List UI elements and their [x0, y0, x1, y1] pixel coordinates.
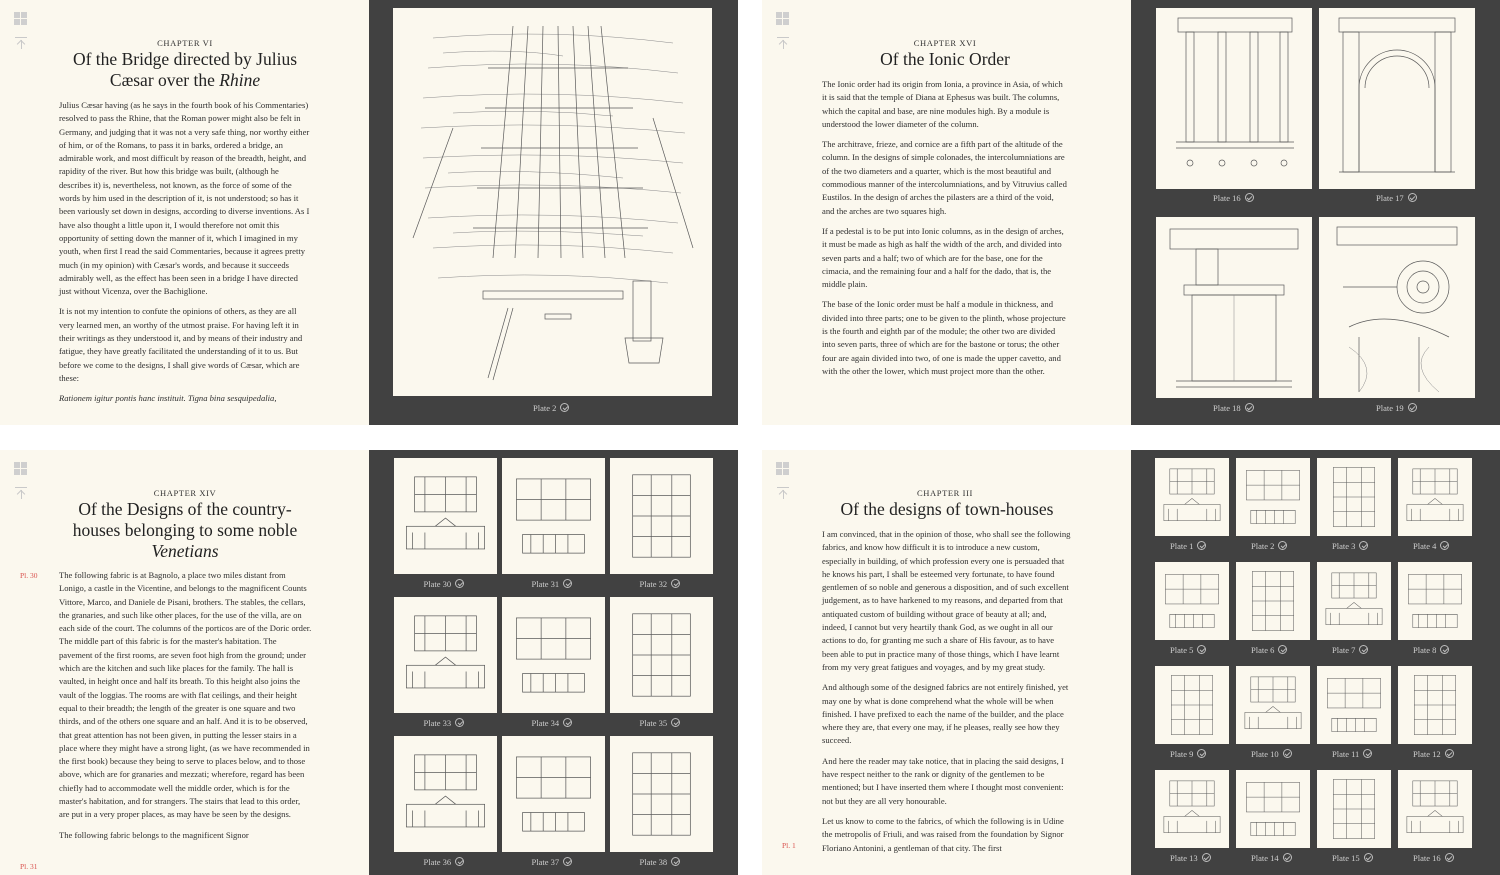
text-column: [0, 450, 369, 875]
plate-thumbnail[interactable]: [1236, 562, 1310, 640]
plate-thumbnail[interactable]: [1317, 666, 1391, 744]
download-icon[interactable]: [1359, 541, 1368, 550]
chapter-label: CHAPTER XIV: [153, 488, 217, 498]
plate-thumbnail[interactable]: [1155, 562, 1229, 640]
download-icon[interactable]: [1359, 645, 1368, 654]
plate-caption[interactable]: Plate 3: [1332, 541, 1368, 551]
arch-drawing: [1319, 8, 1475, 189]
chapter-body: [59, 99, 312, 413]
plate-caption[interactable]: Plate 8: [1413, 645, 1449, 655]
reader-panel-bridge: [0, 0, 738, 425]
plate-caption[interactable]: Plate 1: [1170, 541, 1206, 551]
chapter-title: Of the Designs of the country- houses belonging to some noble Venetians: [72, 499, 298, 561]
plate-caption[interactable]: Plate 7: [1332, 645, 1368, 655]
plate-thumbnail[interactable]: [1319, 8, 1475, 189]
chapter-body: [59, 569, 312, 849]
download-icon[interactable]: [1283, 853, 1292, 862]
download-icon[interactable]: [1278, 645, 1287, 654]
plate-caption[interactable]: Plate 11: [1332, 749, 1372, 759]
plate-thumbnail[interactable]: [1398, 562, 1472, 640]
plate-caption[interactable]: Plate 2: [533, 403, 569, 413]
plate-drawing: [610, 597, 713, 713]
chapter-title: Of the Bridge directed by Julius Cæsar over the Rhine: [72, 49, 298, 90]
plate-drawing: [1398, 458, 1472, 536]
download-icon[interactable]: [1278, 541, 1287, 550]
plate-drawing: [502, 458, 605, 574]
download-icon[interactable]: [1440, 645, 1449, 654]
grid-icon[interactable]: [776, 12, 789, 25]
plate-drawing: [1236, 562, 1310, 640]
grid-icon[interactable]: [776, 462, 789, 475]
plate-caption[interactable]: Plate 34: [532, 718, 573, 728]
download-icon[interactable]: [1202, 853, 1211, 862]
grid-icon[interactable]: [14, 462, 27, 475]
plate-thumbnail[interactable]: [394, 736, 497, 852]
download-icon[interactable]: [1440, 541, 1449, 550]
grid-icon[interactable]: [14, 12, 27, 25]
plate-caption[interactable]: Plate 15: [1332, 853, 1373, 863]
download-icon[interactable]: [563, 857, 572, 866]
download-icon[interactable]: [1197, 749, 1206, 758]
paragraph: I am convinced, that in the opinion of those, who shall see the following fabrics, and know how difficult it is to introduce a new custom, especially in building, of which profession every one is persuaded that he knows his part, I shall be esteemed very fortunate, to have found gentlemen of so noble and generous a disposition, and of such excellent judgement, as to have harkened to my reasons, and departed from that antiquated custom of building without grace of beauty at all; and, indeed, I cannot but very heartily thank God, as we ought in all our actions to do, for granting me such a share of His favour, as to have been able to put in practice many of those things, which I have learnt from my very great fatigues and voyages, and by my great study.: [822, 529, 1071, 672]
download-icon[interactable]: [455, 718, 464, 727]
plate-drawing: [502, 736, 605, 852]
plate-drawing: [394, 458, 497, 574]
margin-note-plate[interactable]: Pl. 30: [20, 571, 38, 580]
plate-thumbnail[interactable]: [502, 736, 605, 852]
paragraph: If a pedestal is to be put into Ionic columns, as in the design of arches, it must be made as high as half the width of the arch, and divided into seven parts and a half; two of which are for the base, one for the cimacia, and the remaining four and a half for the dado, that is, the middle plain.: [822, 225, 1064, 290]
download-icon[interactable]: [1197, 541, 1206, 550]
plate-caption[interactable]: Plate 38: [640, 857, 681, 867]
download-icon[interactable]: [1364, 853, 1373, 862]
plate-thumbnail[interactable]: [1236, 666, 1310, 744]
paragraph: Julius Cæsar having (as he says in the fourth book of his Commentaries) resolved to pass the Rhine, that the Roman power might also be felt in Germany, and judging that it was not a very safe thing, nor worthy either of him, or of the Romans, to pass it in barks, ordered a bridge, an admirable work, and most difficult by reason of the breadth, height, and rapidity of the river. But how this bridge was built, (although he describes it) is, nevertheless, not known, as the force of some of the words by him used in the description of it, is not understood; so has it been variously set down in designs, according to diverse inventions. As I have also thought a little upon it, I would therefore not omit this opportunity of setting down the manner of it, which I imagined in my youth, when first I read the said Commentaries, because it agrees pretty much (in my opinion) with Cæsar's words, and because it succeeds admirably well, as the effect has been seen in a bridge I have directed just without Vicenza, over the Bachiglione.: [59, 100, 310, 297]
pedestal-drawing: [1156, 217, 1312, 398]
plate-drawing: [1317, 770, 1391, 848]
plate-thumbnail[interactable]: [1236, 770, 1310, 848]
plate-drawing: [1236, 770, 1310, 848]
chapter-body: [822, 78, 1067, 385]
back-to-top-icon[interactable]: [15, 37, 27, 49]
paragraph: The Ionic order had its origin from Ionia, a province in Asia, of which it is said that the temple of Diana at Ephesus was built. The columns, which the capital and base, are nine modules high. By a module is understood the lower diameter of the column.: [822, 79, 1063, 129]
download-icon[interactable]: [1197, 645, 1206, 654]
plate-caption[interactable]: Plate 35: [640, 718, 681, 728]
download-icon[interactable]: [563, 718, 572, 727]
plate-thumbnail[interactable]: [1156, 8, 1312, 189]
plate-thumbnail[interactable]: [1155, 770, 1229, 848]
plate-thumbnail[interactable]: [502, 597, 605, 713]
plate-caption[interactable]: Plate 32: [640, 579, 681, 589]
plate-thumbnail[interactable]: [1398, 458, 1472, 536]
plate-caption[interactable]: Plate 13: [1170, 853, 1211, 863]
plate-caption[interactable]: Plate 37: [532, 857, 573, 867]
download-icon[interactable]: [671, 718, 680, 727]
reader-panel-town-houses: [762, 450, 1500, 875]
reader-panel-country-houses: [0, 450, 738, 875]
plate-caption[interactable]: Plate 4: [1413, 541, 1449, 551]
plate-thumbnail[interactable]: [1317, 458, 1391, 536]
plate-caption[interactable]: Plate 17: [1376, 193, 1417, 203]
plate-thumbnail[interactable]: [502, 458, 605, 574]
plate-caption[interactable]: Plate 19: [1376, 403, 1417, 413]
plate-drawing: [1398, 666, 1472, 744]
plate-thumbnail[interactable]: [394, 458, 497, 574]
margin-note-plate[interactable]: Pl. 1: [782, 841, 796, 850]
download-icon[interactable]: [1445, 749, 1454, 758]
paragraph: And although some of the designed fabrics are not entirely finished, yet may one by what is done comprehend what the whole will be when finished. I have prefixed to each the name of the builder, and the place where they are, that every one may, if he pleases, really see how they succeed.: [822, 682, 1069, 746]
plate-thumbnail[interactable]: [1236, 458, 1310, 536]
paragraph: Rationem igitur pontis hanc instituit. Tigna bina sesquipedalia,: [59, 393, 277, 404]
plate-caption[interactable]: Plate 16: [1413, 853, 1454, 863]
plate-drawing: [1236, 458, 1310, 536]
plate-drawing: [610, 736, 713, 852]
chapter-label: CHAPTER VI: [157, 38, 213, 48]
plate-caption[interactable]: Plate 18: [1213, 403, 1254, 413]
chapter-title: Of the designs of town-houses: [840, 499, 1054, 519]
plate-drawing: [1155, 770, 1229, 848]
text-column: [762, 450, 1131, 875]
plates-column: [369, 0, 738, 425]
paragraph: The following fabric is at Bagnolo, a place two miles distant from Lonigo, a castle in the Vicentine, and belongs to the magnificent Counts Vittore, Marco, and Daniele de Pisani, brothers. The stables, the cellars, the granaries, and such like other places, for the use of the villa, are on each side of the court. The columns of the porticos are of the Doric order. The middle part of this fabric is for the master's habitation. The pavement of the first rooms, are seven foot high from the ground; under which are the kitchen and such like places for the family. The hall is vaulted, in height once and half its breath. To this height also joins the vault of the loggias. The rooms are with flat ceilings, and their height equal to their breadth; the length of the greater is one square and two thirds, and of the others one square and an half. And it is to be observed, that great attention has not been given, in putting the lesser stairs in a place where they might have a strong light, (as we have recommended in the first book) because they being to serve to places below, and to those above, which are for granaries and mezzati; wherefore, regard has been chiefly had to accommodate well the middle order, which is for the master's habitation, and for strangers. The stairs that lead to this order, are put in a very proper places, as may have be seen by the designs.: [59, 570, 312, 820]
plate-caption[interactable]: Plate 9: [1170, 749, 1206, 759]
plate-caption[interactable]: Plate 30: [424, 579, 465, 589]
ionic-capital-drawing: [1319, 217, 1475, 398]
back-to-top-icon[interactable]: [777, 487, 789, 499]
plate-thumbnail[interactable]: [1317, 770, 1391, 848]
download-icon[interactable]: [1408, 193, 1417, 202]
plate-thumbnail[interactable]: [1155, 458, 1229, 536]
plate-drawing: [502, 597, 605, 713]
paragraph: The following fabric belongs to the magnificent Signor: [59, 829, 249, 840]
download-icon[interactable]: [455, 579, 464, 588]
plate-thumbnail[interactable]: [1398, 770, 1472, 848]
plate-thumbnail[interactable]: [1398, 666, 1472, 744]
plates-column: [1131, 450, 1500, 875]
plate-caption[interactable]: Plate 6: [1251, 645, 1287, 655]
plate-drawing: [1317, 458, 1391, 536]
back-to-top-icon[interactable]: [777, 37, 789, 49]
download-icon[interactable]: [563, 579, 572, 588]
plates-column: [369, 450, 738, 875]
plate-drawing: [1236, 666, 1310, 744]
download-icon[interactable]: [1245, 403, 1254, 412]
plate-drawing: [394, 597, 497, 713]
download-icon[interactable]: [1363, 749, 1372, 758]
chapter-body: [822, 528, 1072, 862]
plate-drawing: [610, 458, 713, 574]
download-icon[interactable]: [671, 857, 680, 866]
download-icon[interactable]: [1408, 403, 1417, 412]
plate-caption[interactable]: Plate 33: [424, 718, 465, 728]
plate-drawing: [1155, 562, 1229, 640]
plate-drawing: [1398, 770, 1472, 848]
plate-thumbnail[interactable]: [1319, 217, 1475, 398]
chapter-title: Of the Ionic Order: [880, 49, 1010, 69]
plate-thumbnail[interactable]: [1317, 562, 1391, 640]
plate-drawing: [394, 736, 497, 852]
plate-caption[interactable]: Plate 10: [1251, 749, 1292, 759]
download-icon[interactable]: [1245, 193, 1254, 202]
plate-thumbnail[interactable]: [1155, 666, 1229, 744]
plate-caption[interactable]: Plate 12: [1413, 749, 1454, 759]
text-column: [762, 0, 1131, 425]
reader-panel-ionic: [762, 0, 1500, 425]
bridge-engraving: [393, 8, 712, 396]
download-icon[interactable]: [671, 579, 680, 588]
paragraph: It is not my intention to confute the opinions of others, as they are all very learned men, an worthy of the utmost praise. For having left it in their writings as they understood it, and by means of their industry and fatigue, they have greatly facilitated the understanding of it to us. But before we come to the designs, I shall give words of Cæsar, which are these:: [59, 306, 303, 383]
plate-drawing: [1317, 562, 1391, 640]
chapter-label: CHAPTER XVI: [913, 38, 977, 48]
download-icon[interactable]: [560, 403, 569, 412]
plate-drawing: [1155, 458, 1229, 536]
download-icon[interactable]: [455, 857, 464, 866]
colonnade-drawing: [1156, 8, 1312, 189]
plate-drawing: [1317, 666, 1391, 744]
plate-drawing: [1398, 562, 1472, 640]
plate-caption[interactable]: Plate 36: [424, 857, 465, 867]
plate-caption[interactable]: Plate 2: [1251, 541, 1287, 551]
paragraph: And here the reader may take notice, that in placing the said designs, I have respect neither to the rank or dignity of the gentlemen to be mentioned; but I have inserted them where I thought most convenient: not but they are all very honourable.: [822, 755, 1064, 806]
plate-thumbnail[interactable]: [394, 597, 497, 713]
download-icon[interactable]: [1445, 853, 1454, 862]
paragraph: The architrave, frieze, and cornice are a fifth part of the altitude of the column. In the designs of simple colonades, the intercolumniations are of the two diameters and a quarter, which is the most beautiful and commodious manner of the intercolumniations, and by Vitruvius called Eustilos. In the design of arches the pilasters are a third of the void, and the arches are two squares high.: [822, 139, 1067, 216]
plate-thumbnail[interactable]: [1156, 217, 1312, 398]
plates-column: [1131, 0, 1500, 425]
plate-caption[interactable]: Plate 16: [1213, 193, 1254, 203]
chapter-label: CHAPTER III: [917, 488, 973, 498]
plate-image[interactable]: [393, 8, 712, 396]
plate-thumbnail[interactable]: [610, 736, 713, 852]
margin-note-plate[interactable]: Pl. 31: [20, 862, 38, 871]
plate-drawing: [1155, 666, 1229, 744]
paragraph: The base of the Ionic order must be half a module in thickness, and divided into three parts; one to be given to the plinth, whose projecture is the fourth and eighth par of the module; the other two are divided into seven parts, three of which are for the bastone or torus; the other four are again divided into two, of one is made the upper cavetto, and with the other the lower, which must project more than the other.: [822, 299, 1066, 376]
plate-caption[interactable]: Plate 31: [532, 579, 573, 589]
plate-caption[interactable]: Plate 5: [1170, 645, 1206, 655]
plate-caption[interactable]: Plate 14: [1251, 853, 1292, 863]
paragraph: Let us know to come to the fabrics, of which the following is in Udine the metropolis of Friuli, and was raised from the foundation by Signor Floriano Antonini, a gentleman of that city. The first: [822, 815, 1064, 853]
text-column: [0, 0, 369, 425]
download-icon[interactable]: [1283, 749, 1292, 758]
back-to-top-icon[interactable]: [15, 487, 27, 499]
plate-thumbnail[interactable]: [610, 597, 713, 713]
plate-thumbnail[interactable]: [610, 458, 713, 574]
